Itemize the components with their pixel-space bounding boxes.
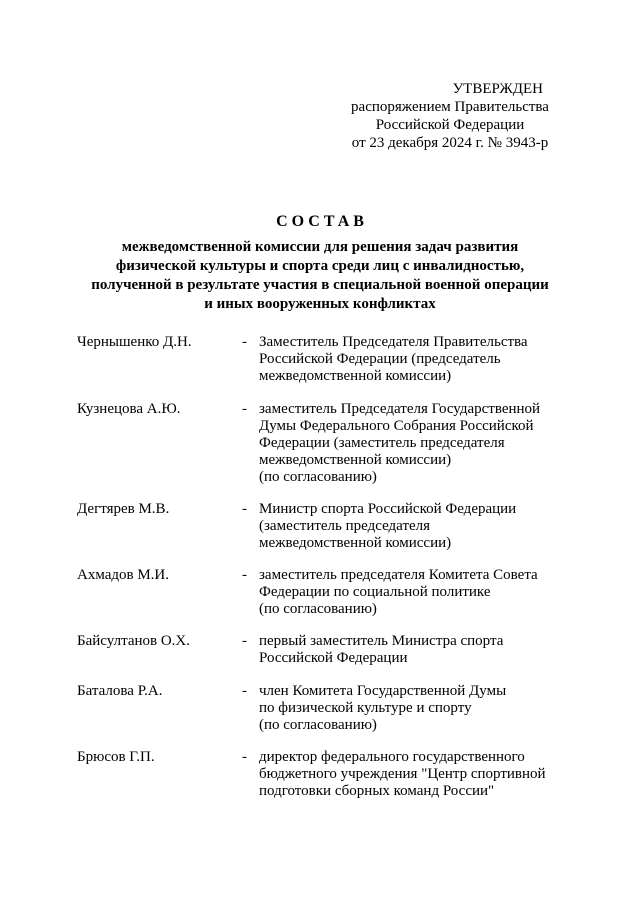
member-description-line: по физической культуре и спорту — [259, 700, 472, 716]
member-description-line: Федерации (заместитель председателя — [259, 435, 505, 451]
member-name: Дегтярев М.В. — [77, 501, 170, 517]
member-entry — [77, 683, 577, 734]
member-entry — [77, 401, 577, 486]
approval-line: от 23 декабря 2024 г. № 3943-р — [351, 135, 549, 151]
member-description-line: заместитель председателя Комитета Совета — [259, 567, 538, 583]
subtitle-line: и иных вооруженных конфликтах — [204, 296, 436, 312]
approval-line: распоряжением Правительства — [351, 99, 549, 115]
member-description-line: Думы Федерального Собрания Российской — [259, 418, 534, 434]
subtitle-line: полученной в результате участия в специальной военной операции — [91, 277, 549, 293]
member-description-line: подготовки сборных команд России" — [259, 783, 495, 799]
member-name: Байсултанов О.Х. — [77, 633, 191, 649]
member-description-line: заместитель Председателя Государственной — [259, 401, 541, 417]
member-description-line: Министр спорта Российской Федерации — [259, 501, 517, 517]
member-description-line: межведомственной комиссии) — [259, 368, 452, 384]
member-description-line: директор федерального государственного — [259, 749, 525, 765]
member-description-line: (заместитель председателя — [259, 518, 431, 534]
member-description-line: межведомственной комиссии) — [259, 452, 452, 468]
member-name: Брюсов Г.П. — [77, 749, 155, 765]
member-description-line: (по согласованию) — [259, 601, 377, 617]
member-name: Баталова Р.А. — [77, 683, 163, 699]
member-dash: - — [242, 401, 247, 417]
member-description-line: Заместитель Председателя Правительства — [259, 334, 528, 350]
member-description — [259, 334, 577, 385]
member-entry — [77, 749, 577, 800]
member-description — [259, 683, 577, 734]
approval-heading: УТВЕРЖДЕН — [452, 81, 543, 97]
member-description — [259, 501, 577, 552]
member-entry — [77, 567, 577, 618]
member-description — [259, 633, 577, 667]
member-description-line: межведомственной комиссии) — [259, 535, 452, 551]
subtitle-line: межведомственной комиссии для решения задач развития — [121, 239, 519, 255]
member-description — [259, 749, 577, 800]
document-subtitle — [60, 238, 580, 314]
member-entry — [77, 633, 577, 667]
member-description-line: Федерации по социальной политике — [259, 584, 491, 600]
member-description-line: первый заместитель Министра спорта — [259, 633, 504, 649]
subtitle-line: физической культуры и спорта среди лиц с инвалидностью, — [115, 258, 525, 274]
member-description-line: (по согласованию) — [259, 469, 377, 485]
member-dash: - — [242, 749, 247, 765]
member-name: Кузнецова А.Ю. — [77, 401, 181, 417]
member-description-line: член Комитета Государственной Думы — [259, 683, 507, 699]
member-dash: - — [242, 633, 247, 649]
member-dash: - — [242, 334, 247, 350]
members-list — [77, 334, 577, 800]
member-name: Чернышенко Д.Н. — [77, 334, 192, 350]
approval-block — [340, 80, 560, 152]
member-description-line: Российской Федерации (председатель — [259, 351, 501, 367]
approval-line: Российской Федерации — [375, 117, 525, 133]
member-description-line: Российской Федерации — [259, 650, 408, 666]
member-description — [259, 567, 577, 618]
member-dash: - — [242, 683, 247, 699]
member-description-line: бюджетного учреждения "Центр спортивной — [259, 766, 546, 782]
member-entry — [77, 501, 577, 552]
member-description — [259, 401, 577, 486]
member-description-line: (по согласованию) — [259, 717, 377, 733]
document-title: СОСТАВ — [276, 213, 368, 230]
member-dash: - — [242, 501, 247, 517]
member-name: Ахмадов М.И. — [77, 567, 170, 583]
member-dash: - — [242, 567, 247, 583]
member-entry — [77, 334, 577, 385]
